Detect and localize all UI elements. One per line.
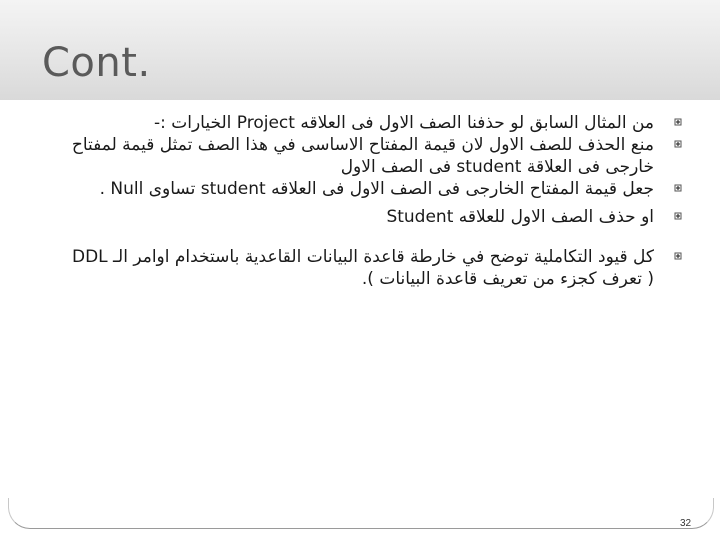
list-item [64, 112, 674, 134]
list-item [64, 178, 674, 200]
diamond-bullet-icon [674, 184, 682, 192]
diamond-bullet-icon [674, 118, 682, 126]
diamond-bullet-icon [674, 140, 682, 148]
bullet-text: او حذف الصف الاول للعلاقه Student [386, 207, 654, 227]
bullet-text: كل قيود التكاملية توضح في خارطة قاعدة البيانات القاعدية باستخدام اوامر الـ DDL ( تعرف كجزء من تعريف قاعدة البيانات ). [71, 247, 654, 289]
list-item [64, 246, 674, 290]
bullet-text: من المثال السابق لو حذفنا الصف الاول فى العلاقه Project الخيارات :- [153, 113, 654, 133]
diamond-bullet-icon [674, 252, 682, 260]
bullet-text: جعل قيمة المفتاح الخارجى فى الصف الاول فى العلاقه student تساوى Null . [99, 179, 654, 199]
page-number: 32 [680, 518, 692, 529]
footer-frame [8, 498, 714, 529]
bullet-list [64, 112, 674, 290]
list-item [64, 134, 674, 178]
list-item [64, 206, 674, 228]
bullet-text: منع الحذف للصف الاول لان قيمة المفتاح الاساسى في هذا الصف تمثل قيمة لمفتاح خارجى فى العلاقة student فى الصف الاول [71, 135, 654, 177]
slide-title: Cont. [42, 40, 151, 86]
diamond-bullet-icon [674, 212, 682, 220]
